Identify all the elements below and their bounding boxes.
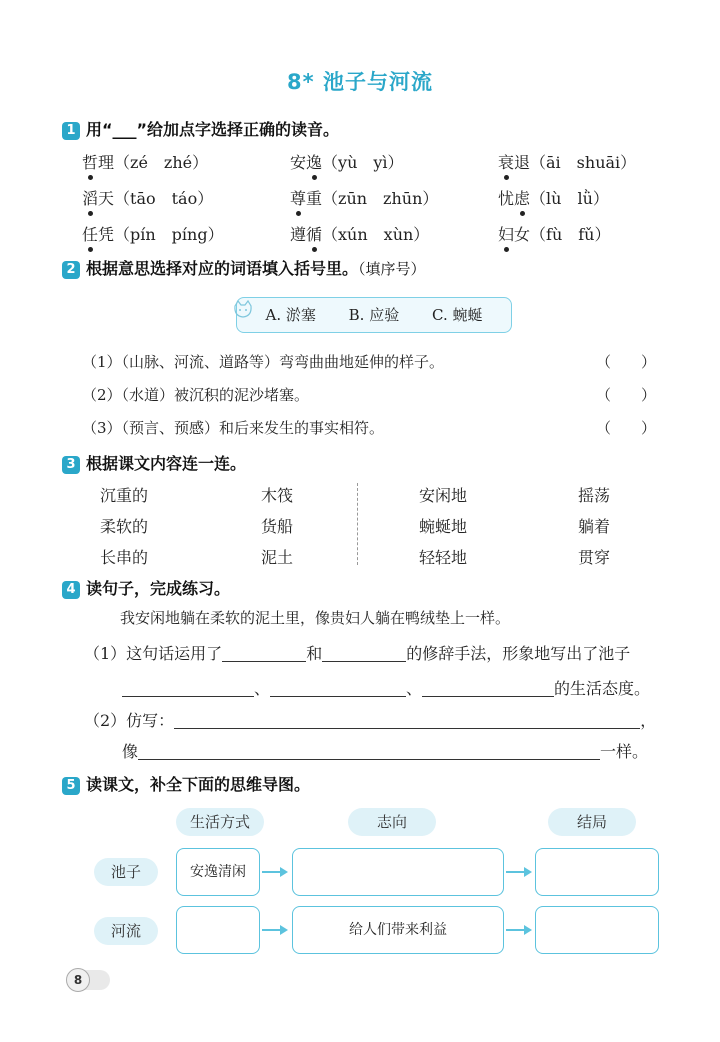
question-number-badge: 1: [62, 122, 80, 140]
river-ambition-box: 给人们带来利益: [292, 906, 504, 954]
arrow-icon: [506, 929, 530, 931]
question-4-instruction: 读句子，完成练习。: [86, 579, 231, 598]
match-left-2[interactable]: 柔软的: [100, 517, 149, 536]
dotted-character: 尊: [290, 186, 306, 209]
choice-a: A. 淤塞: [265, 306, 316, 324]
q4-text: 一样。: [600, 742, 649, 761]
question-5-heading: [62, 772, 310, 795]
q2-answer-2[interactable]: （ ）: [596, 386, 657, 404]
question-1-instruction: 用“___”给加点字选择正确的读音。: [86, 120, 340, 139]
q4-part2-line2: [122, 739, 648, 762]
choice-c: C. 蜿蜒: [432, 306, 483, 324]
question-number-badge: 2: [62, 261, 80, 279]
pronunciation-item[interactable]: [290, 186, 438, 209]
match-right-2[interactable]: 货船: [261, 517, 294, 536]
dotted-character: 哲: [82, 150, 98, 173]
question-3-heading: [62, 451, 246, 474]
question-1-heading: [62, 117, 339, 140]
question-3-instruction: 根据课文内容连一连。: [86, 454, 247, 473]
pronunciation-item[interactable]: [82, 222, 224, 245]
page-title: 8* 池子与河流: [287, 70, 433, 94]
q2-item-2: （2）（水道）被沉积的泥沙堵塞。: [82, 386, 310, 404]
choice-b: B. 应验: [348, 306, 400, 324]
q4-text: 、: [254, 679, 271, 698]
item-text: 女（fù fǔ）: [514, 225, 611, 244]
column-divider: [357, 483, 358, 565]
item-text: 理（zé zhé）: [98, 153, 209, 172]
header-lifestyle: 生活方式: [176, 808, 264, 836]
answer-blank[interactable]: [270, 678, 406, 697]
pond-ending-box[interactable]: [535, 848, 659, 896]
dotted-character: 滔: [82, 186, 98, 209]
item-text: 遵: [290, 225, 307, 244]
header-ending: 结局: [548, 808, 636, 836]
item-text: 天（tāo táo）: [98, 189, 214, 208]
answer-blank[interactable]: [422, 678, 554, 697]
item-text: （yù yì）: [322, 153, 404, 172]
item-text: 安: [290, 153, 307, 172]
q4-text: 的修辞手法，形象地写出了池子: [406, 644, 631, 663]
arrow-icon: [506, 871, 530, 873]
question-number-badge: 3: [62, 456, 80, 474]
q4-text: 和: [306, 644, 323, 663]
river-ending-box[interactable]: [535, 906, 659, 954]
word-choice-box: [236, 297, 512, 333]
pond-lifestyle-box: 安逸清闲: [176, 848, 260, 896]
page-number: 8: [66, 968, 90, 992]
pronunciation-item[interactable]: [498, 150, 636, 173]
pronunciation-item[interactable]: [290, 150, 404, 173]
match-right-3[interactable]: 泥土: [261, 548, 294, 567]
q4-text: 像: [122, 742, 139, 761]
header-ambition: 志向: [348, 808, 436, 836]
pronunciation-item[interactable]: [82, 150, 208, 173]
q4-part1-line2: [122, 676, 650, 699]
match-right-5[interactable]: 躺着: [578, 517, 611, 536]
q4-text: （1）这句话运用了: [84, 644, 223, 663]
dotted-character: 衰: [498, 150, 514, 173]
match-right-6[interactable]: 贯穿: [578, 548, 611, 567]
match-left-6[interactable]: 轻轻地: [419, 548, 468, 567]
q4-text: 的生活态度。: [554, 679, 651, 698]
match-left-1[interactable]: 沉重的: [100, 486, 149, 505]
q2-item-1: （1）（山脉、河流、道路等）弯弯曲曲地延伸的样子。: [82, 353, 445, 371]
q2-answer-3[interactable]: （ ）: [596, 419, 657, 437]
item-text: （xún xùn）: [322, 225, 430, 244]
row-label-pond: 池子: [94, 858, 158, 886]
dotted-character: 任: [82, 222, 98, 245]
cat-decoration-icon: [232, 298, 254, 323]
pronunciation-item[interactable]: [498, 186, 609, 209]
pronunciation-item[interactable]: [498, 222, 610, 245]
question-2-instruction: 根据意思选择对应的词语填入括号里。: [86, 259, 359, 278]
question-4-heading: [62, 576, 230, 599]
dotted-character: 妇: [498, 222, 514, 245]
arrow-icon: [262, 929, 286, 931]
match-left-4[interactable]: 安闲地: [419, 486, 468, 505]
quoted-sentence: 我安闲地躺在柔软的泥土里，像贵妇人躺在鸭绒垫上一样。: [120, 609, 511, 627]
arrow-icon: [262, 871, 286, 873]
q4-text: ，: [640, 711, 657, 730]
item-text: 忧: [498, 189, 515, 208]
answer-blank[interactable]: [138, 741, 600, 760]
q2-item-3: （3）（预言、预感）和后来发生的事实相符。: [82, 419, 385, 437]
match-right-4[interactable]: 摇荡: [578, 486, 611, 505]
q4-part1-line1: [84, 641, 630, 664]
match-left-3[interactable]: 长串的: [100, 548, 149, 567]
question-number-badge: 4: [62, 581, 80, 599]
item-text: 退（āi shuāi）: [514, 153, 637, 172]
answer-blank[interactable]: [122, 678, 254, 697]
answer-blank[interactable]: [322, 643, 406, 662]
question-2-note: （填序号）: [358, 260, 426, 278]
question-5-instruction: 读课文，补全下面的思维导图。: [86, 775, 311, 794]
item-text: 凭（pín píng）: [98, 225, 224, 244]
dotted-character: 虑: [514, 186, 530, 209]
q2-answer-1[interactable]: （ ）: [596, 353, 657, 371]
dotted-character: 循: [306, 222, 322, 245]
answer-blank[interactable]: [222, 643, 306, 662]
answer-blank[interactable]: [174, 710, 640, 729]
q4-text: 、: [406, 679, 423, 698]
row-label-river: 河流: [94, 917, 158, 945]
q4-text: （2）仿写：: [84, 711, 175, 730]
pronunciation-item[interactable]: [82, 186, 213, 209]
question-number-badge: 5: [62, 777, 80, 795]
item-text: （lù lǜ）: [530, 189, 609, 208]
river-lifestyle-box[interactable]: [176, 906, 260, 954]
pond-ambition-box[interactable]: [292, 848, 504, 896]
pronunciation-item[interactable]: [290, 222, 429, 245]
q4-part2-line1: [84, 708, 656, 731]
match-left-5[interactable]: 蜿蜒地: [419, 517, 468, 536]
dotted-character: 逸: [306, 150, 322, 173]
item-text: 重（zūn zhūn）: [306, 189, 439, 208]
question-2-heading: [62, 256, 426, 279]
match-right-1[interactable]: 木筏: [261, 486, 294, 505]
